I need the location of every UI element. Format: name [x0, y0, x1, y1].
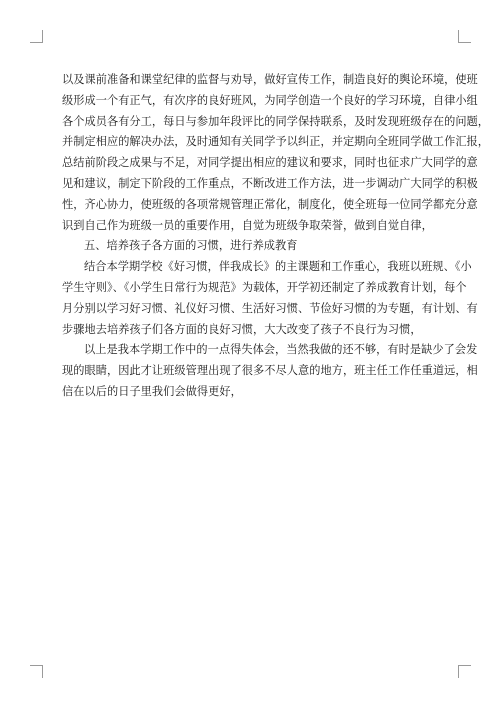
crop-mark-bottom-right: [458, 665, 471, 678]
crop-mark-bottom-left: [30, 665, 43, 678]
text-line: 总结前阶段之成果与不足，对同学提出相应的建议和要求，同时也征求广大同学的意: [62, 156, 478, 170]
crop-mark-top-right: [458, 30, 471, 43]
text-line: 信在以后的日子里我们会做得更好，: [62, 384, 242, 398]
text-line: 现的眼睛，因此才让班级管理出现了很多不尽人意的地方，班主任工作任重道远，相: [62, 364, 478, 378]
text-line: 并制定相应的解决办法，及时通知有关同学予以纠正，并定期向全班同学做工作汇报，: [62, 135, 490, 149]
text-line: 识到自己作为班级一员的重要作用，自觉为班级争取荣誉，做到自觉自律，: [62, 218, 433, 232]
text-line: 以上是我本学期工作中的一点得失体会，当然我做的还不够，有时是缺少了会发: [84, 343, 478, 357]
section-heading: 五、培养孩子各方面的习惯，进行养成教育: [84, 239, 298, 253]
text-line: 结合本学期学校《好习惯，伴我成长》的主课题和工作重心，我班以班规、《小: [84, 260, 472, 274]
text-line: 性，齐心协力，使班级的各项常规管理正常化，制度化，使全班每一位同学都充分意: [62, 197, 478, 211]
text-line: 步骤地去培养孩子们各方面的良好习惯，大大改变了孩子不良行为习惯，: [62, 322, 422, 336]
crop-mark-top-left: [30, 30, 43, 43]
text-line: 以及课前准备和课堂纪律的监督与劝导，做好宣传工作，制造良好的舆论环境，使班: [62, 73, 478, 86]
text-line: 月分别以学习好习惯、礼仪好习惯、生活好习惯、节俭好习惯的为专题，有计划、有: [62, 301, 478, 315]
document-body: [62, 70, 490, 403]
text-line: 见和建议，制定下阶段的工作重点，不断改进工作方法，进一步调动广大同学的积极: [62, 176, 478, 190]
text-line: 学生守则》、《小学生日常行为规范》为载体，开学初还制定了养成教育计划，每个: [62, 280, 467, 294]
text-line: 各个成员各有分工，每日与参加年段评比的同学保持联系，及时发现班级存在的问题，: [62, 114, 490, 128]
text-line: 级形成一个有正气，有次序的良好班风，为同学创造一个良好的学习环境，自律小组: [62, 93, 478, 107]
